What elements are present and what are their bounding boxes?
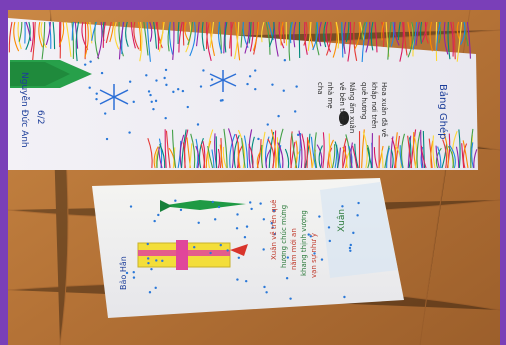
poem-line: quê hương: [360, 82, 368, 120]
poem-line: khắp nơi trên: [370, 82, 378, 129]
large-left-script-2: 6/2: [35, 110, 45, 125]
small-heading: Xuân: [337, 208, 347, 232]
large-left-script: Nguyễn Đức Anh: [19, 72, 29, 148]
bookmark-small: [92, 178, 404, 318]
small-line: Xuân về trên quê: [270, 199, 278, 260]
small-line: khang thịnh vượng: [300, 210, 308, 276]
small-line: năm mới an: [290, 228, 298, 270]
poem-line: Nắng ấm xuân: [348, 82, 356, 134]
poem-line: cha: [316, 82, 324, 95]
small-signature: Bảo Hân: [119, 256, 128, 290]
poem-line: nhà mẹ: [326, 82, 334, 109]
large-right-script: Bảng Ghép: [437, 84, 448, 140]
poem-line: Hoa xuân đã về: [380, 82, 388, 137]
small-line: hương chúc mừng: [280, 204, 288, 268]
poem-line: về bên thềm: [338, 82, 346, 127]
small-line: vạn sự như ý: [310, 232, 318, 278]
